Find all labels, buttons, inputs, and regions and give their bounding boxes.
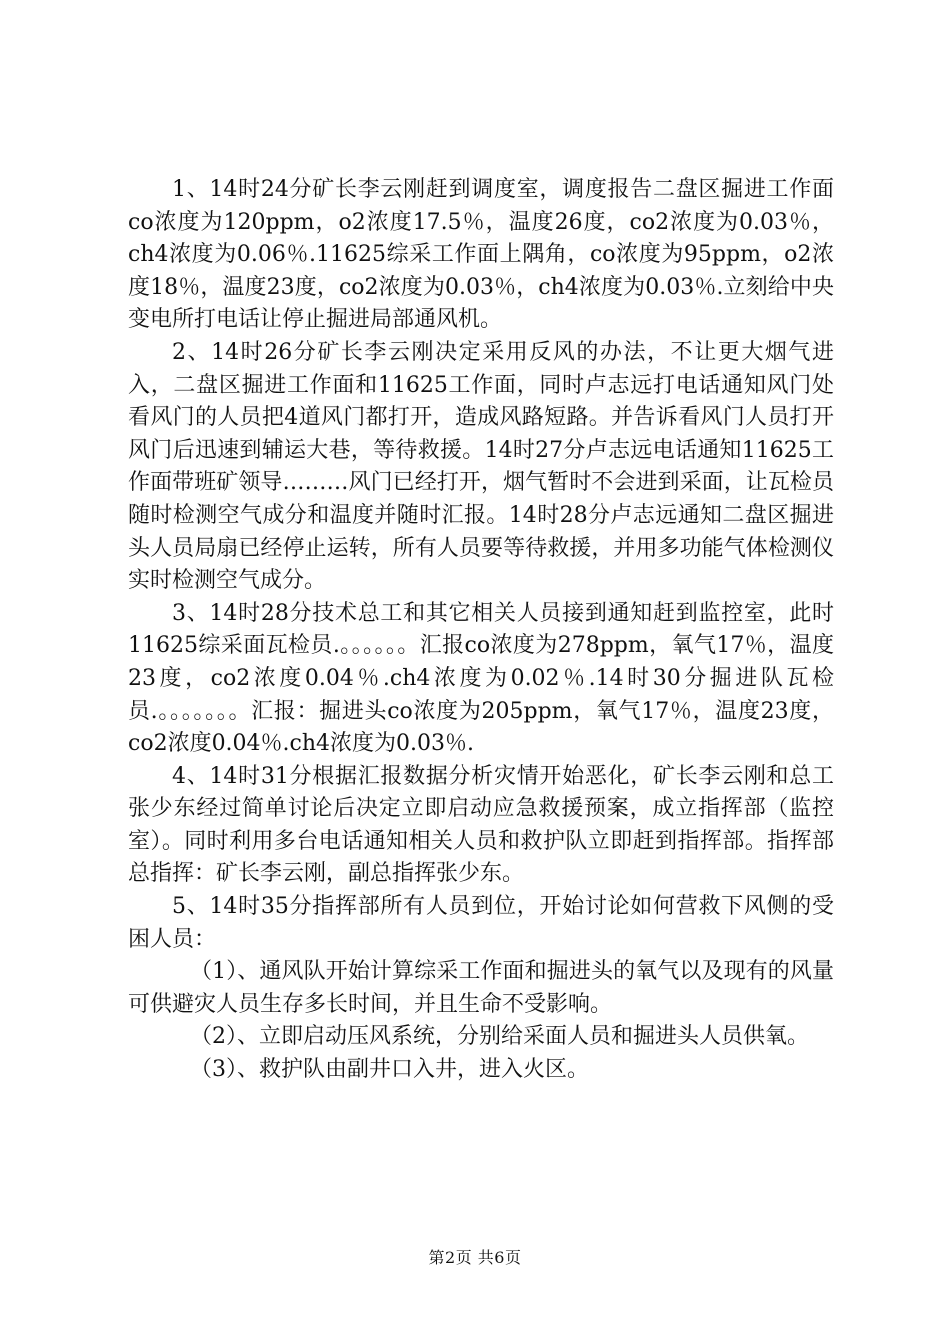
paragraph-4: 4、14时31分根据汇报数据分析灾情开始恶化，矿长李云刚和总工张少东经过简单讨论后决定立即启动应急救援预案，成立指挥部（监控室）。同时利用多台电话通知相关人员和救护队立即赶到指挥部。指挥部总指挥：矿长李云刚，副总指挥张少东。 xyxy=(128,763,834,887)
sub-item-3: （3）、救护队由副井口入井，进入火区。 xyxy=(190,1057,589,1083)
paragraph-5: 5、14时35分指挥部所有人员到位，开始讨论如何营救下风侧的受困人员： xyxy=(128,894,834,952)
sub-item-2: （2）、立即启动压风系统，分别给采面人员和掘进头人员供氧。 xyxy=(190,1024,809,1050)
document-body xyxy=(128,174,834,1087)
paragraph-2: 2、14时26分矿长李云刚决定采用反风的办法，不让更大烟气进入，二盘区掘进工作面和11625工作面，同时卢志远打电话通知风门处看风门的人员把4道风门都打开，造成风路短路。并告诉看风门人员打开风门后迅速到辅运大巷，等待救援。14时27分卢志远电话通知11625工作面带班矿领导………风门已经打开，烟气暂时不会进到采面，让瓦检员随时检测空气成分和温度并随时汇报。14时28分卢志远通知二盘区掘进头人员局扇已经停止运转，所有人员要等待救援，并用多功能气体检测仪实时检测空气成分。 xyxy=(128,339,834,594)
page-number-footer: 第2页 共6页 xyxy=(428,1248,522,1267)
paragraph-3: 3、14时28分技术总工和其它相关人员接到通知赶到监控室，此时11625综采面瓦检员.。。。。。。汇报co浓度为278ppm，氧气17％，温度23度，co2浓度0.04％.ch4浓度为0.02％.14时30分掘进队瓦检员.。。。。。。。汇报：掘进头co浓度为205ppm，氧气17％，温度23度，co2浓度0.04％.ch4浓度为0.03％. xyxy=(128,600,834,757)
paragraph-1: 1、14时24分矿长李云刚赶到调度室，调度报告二盘区掘进工作面co浓度为120ppm，o2浓度17.5％，温度26度，co2浓度为0.03％，ch4浓度为0.06％.11625综采工作面上隅角，co浓度为95ppm，o2浓度18％，温度23度，co2浓度为0.03％，ch4浓度为0.03％.立刻给中央变电所打电话让停止掘进局部通风机。 xyxy=(128,177,834,333)
sub-item-1: （1）、通风队开始计算综采工作面和掘进头的氧气以及现有的风量可供避灾人员生存多长时间，并且生命不受影响。 xyxy=(128,959,834,1017)
